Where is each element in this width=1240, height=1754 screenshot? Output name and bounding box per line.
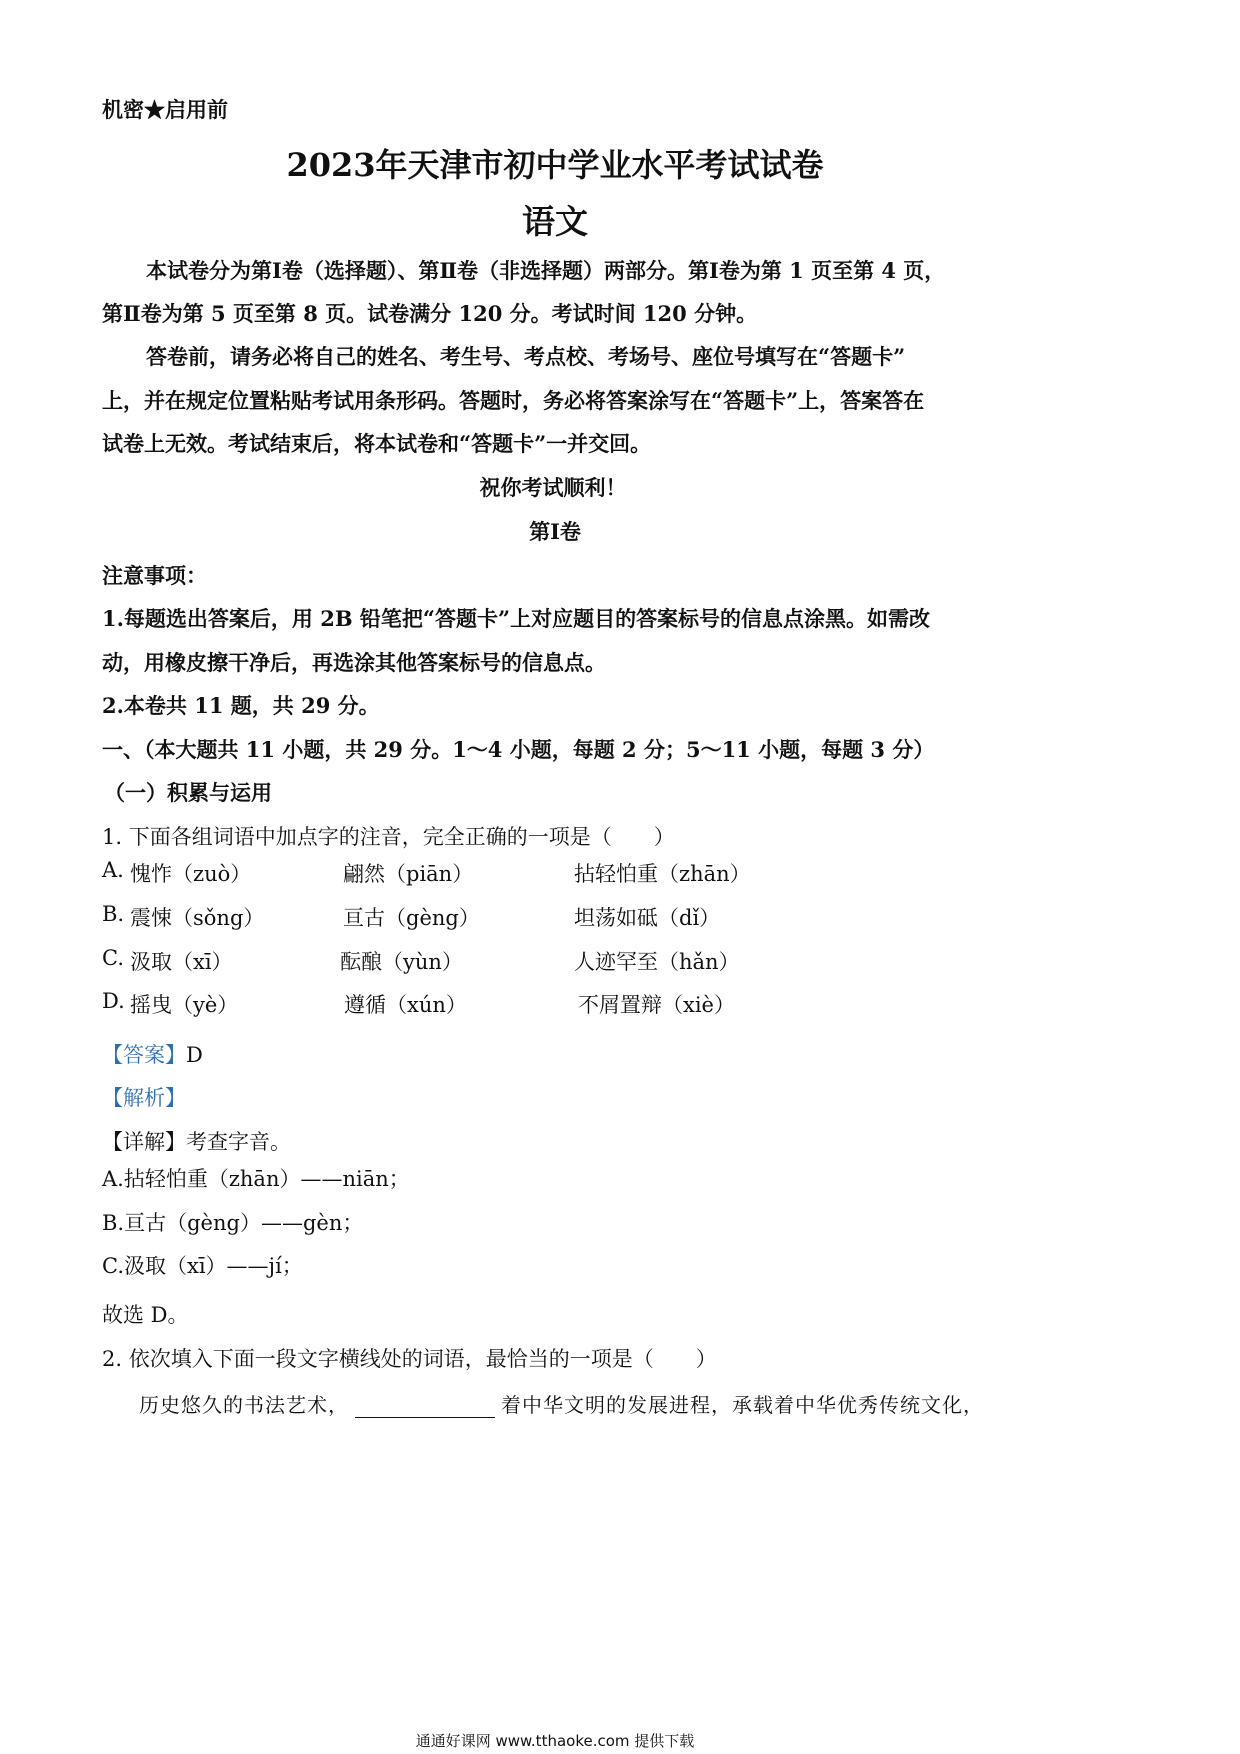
download-footer: 通通好课网 www.tthaoke.com 提供下载 [415,1732,695,1750]
option-a-word-1: 愧怍（zuò） [130,862,252,886]
question-2-passage [139,1389,984,1418]
conclusion-line: 故选 D。 [102,1303,189,1327]
note-2: 2.本卷共 11 题，共 29 分。 [102,693,380,718]
detail-a: A.拈轻怕重（zhān）——niān； [102,1167,410,1191]
note-1-line-1: 1.每题选出答案后，用 2B 铅笔把“答题卡”上对应题目的答案标号的信息点涂黑。如需改 [102,606,931,631]
option-b-word-1: 震悚（sǒng） [130,906,265,930]
question-2-stem: 2. 依次填入下面一段文字横线处的词语，最恰当的一项是（ ） [102,1347,717,1371]
option-c-word-2: 酝酿（yùn） [340,950,463,974]
answer-line [102,1039,203,1069]
option-b-word-3: 坦荡如砥（dǐ） [574,906,721,930]
confidential-mark: 机密★启用前 [102,97,228,122]
part-one-heading: 第Ⅰ卷 [529,519,581,544]
option-c-word-1: 汲取（xī） [130,950,233,974]
option-d-word-3: 不屑置辩（xiè） [578,993,735,1017]
detail-line: 【详解】考查字音。 [102,1130,291,1154]
answer-value: D [186,1043,203,1067]
option-d-word-1: 摇曳（yè） [130,993,239,1017]
option-b-word-2: 亘古（gèng） [343,906,480,930]
intro-line-1: 本试卷分为第Ⅰ卷（选择题）、第Ⅱ卷（非选择题）两部分。第Ⅰ卷为第 1 页至第 4 页， [146,258,946,283]
answer-tag: 【答案】 [102,1043,186,1067]
option-c-word-3: 人迹罕至（hǎn） [574,950,740,974]
subject-title: 语文 [522,202,588,241]
question-1-stem: 1. 下面各组词语中加点字的注音，完全正确的一项是（ ） [102,825,675,849]
intro-line-2: 第Ⅱ卷为第 5 页至第 8 页。试卷满分 120 分。考试时间 120 分钟。 [102,301,758,326]
option-d-label: D. [102,989,125,1013]
passage-part-2: 着中华文明的发展进程，承载着中华优秀传统文化， [501,1393,984,1417]
option-a-label: A. [102,858,124,882]
notes-heading: 注意事项： [102,563,207,588]
analysis-tag: 【解析】 [102,1086,186,1110]
note-1-line-2: 动，用橡皮擦干净后，再选涂其他答案标号的信息点。 [102,650,606,675]
section-heading: 一、（本大题共 11 小题，共 29 分。1～4 小题，每题 2 分；5～11 小题，每题 3 分） [102,737,935,762]
option-a-word-3: 拈轻怕重（zhān） [574,862,751,886]
option-d-word-2: 遵循（xún） [344,993,467,1017]
option-a-word-2: 翩然（piān） [343,862,474,886]
subsection-heading: （一）积累与运用 [104,780,272,805]
intro-line-5: 试卷上无效。考试结束后，将本试卷和“答题卡”一并交回。 [102,431,652,456]
detail-b: B.亘古（gèng）——gèn； [102,1211,364,1235]
fill-blank [355,1399,495,1418]
good-luck-line: 祝你考试顺利！ [479,475,627,500]
option-c-label: C. [102,946,124,970]
passage-part-1: 历史悠久的书法艺术， [139,1393,349,1417]
exam-title: 2023年天津市初中学业水平考试试卷 [286,146,824,184]
option-b-label: B. [102,902,125,926]
intro-line-4: 上，并在规定位置粘贴考试用条形码。答题时，务必将答案涂写在“答题卡”上，答案答在 [102,388,925,413]
detail-c: C.汲取（xī）——jí； [102,1254,303,1278]
intro-line-3: 答卷前，请务必将自己的姓名、考生号、考点校、考场号、座位号填写在“答题卡” [146,344,906,369]
